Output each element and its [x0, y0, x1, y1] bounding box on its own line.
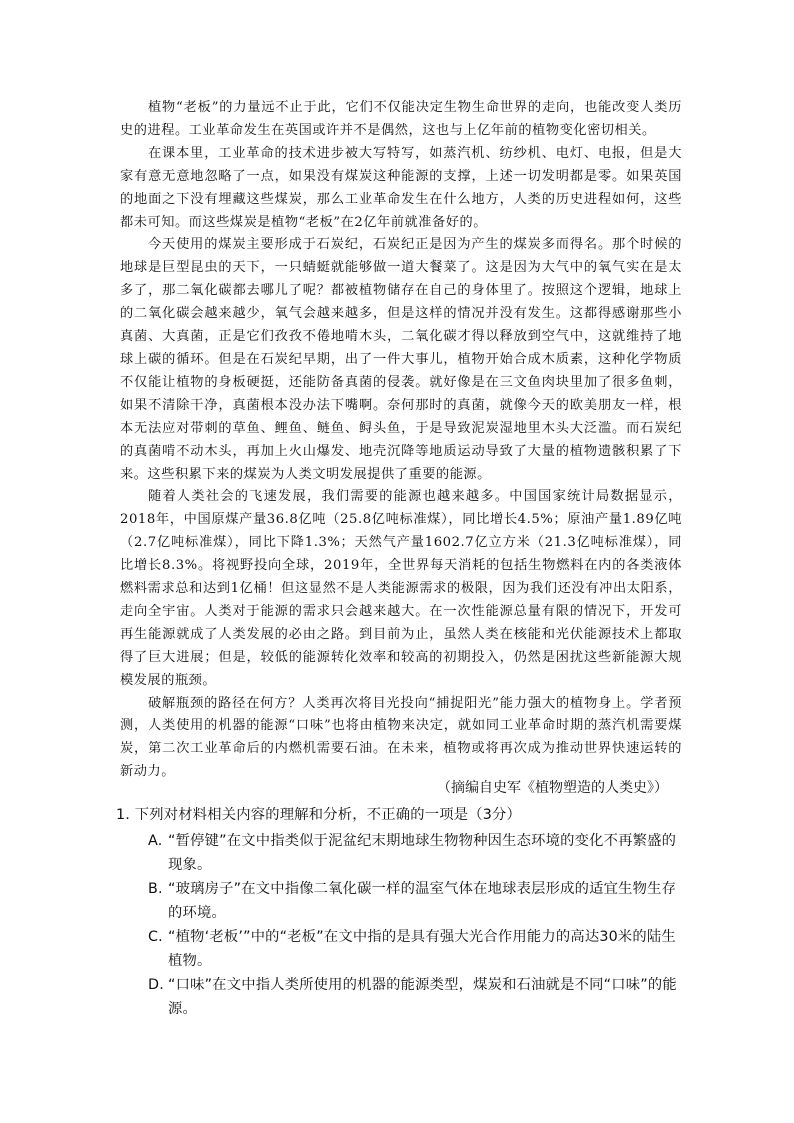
option-text: “玻璃房子”在文中指像二氧化碳一样的温室气体在地球表层形成的适宜生物生存的环境。 [168, 881, 677, 921]
option-b [148, 877, 686, 925]
option-text: “口味”在文中指人类所使用的机器的能源类型，煤炭和石油就是不同“口味”的能源。 [168, 977, 677, 1017]
question-1 [116, 803, 686, 1021]
option-letter: B. [148, 881, 163, 897]
option-d [148, 973, 686, 1021]
passage-paragraph: 今天使用的煤炭主要形成于石炭纪，石炭纪正是因为产生的煤炭多而得名。那个时候的地球是巨型昆虫的天下，一只蜻蜓就能够做一道大餐菜了。这是因为大气中的氧气实在是太多了，那二氧化碳都去哪儿了呢？都被植物储存在自己的身体里了。按照这个逻辑，地球上的二氧化碳会越来越少，氧气会越来越多，但是这样的情况并没有发生。这都得感谢那些小真菌、大真菌，正是它们孜孜不倦地啃木头，二氧化碳才得以释放到空气中，这就维持了地球上碳的循环。但是在石炭纪早期，出了一件大事儿，植物开始合成木质素，这种化学物质不仅能让植物的身板硬挺，还能防备真菌的侵袭。就好像是在三文鱼肉块里加了很多鱼刺，如果不清除干净，真菌根本没办法下嘴啊。奈何那时的真菌，就像今天的欧美朋友一样，根本无法应对带刺的草鱼、鲤鱼、鲢鱼、鲟头鱼，于是导致泥炭湿地里木头大泛滥。而石炭纪的真菌啃不动木头，再加上火山爆发、地壳沉降等地质运动导致了大量的植物遗骸积累了下来。这些积累下来的煤炭为人类文明发展提供了重要的能源。 [120, 237, 682, 482]
passage-paragraph: 植物“老板”的力量远不止于此，它们不仅能决定生物生命世界的走向，也能改变人类历史的进程。工业革命发生在英国或许并不是偶然，这也与上亿年前的植物变化密切相关。 [120, 100, 682, 138]
option-letter: A. [148, 833, 163, 849]
option-letter: D. [148, 977, 164, 993]
option-a [148, 829, 686, 877]
passage-paragraph: 在课本里，工业革命的技术进步被大写特写，如蒸汽机、纺纱机、电灯、电报，但是大家有意无意地忽略了一点，如果没有煤炭这种能源的支撑，上述一切发明都是零。如果英国的地面之下没有埋藏这些煤炭，那么工业革命发生在什么地方，人类的历史进程如何，这些都未可知。而这些煤炭是植物“老板”在2亿年前就准备好的。 [120, 145, 682, 230]
option-letter: C. [148, 929, 163, 945]
option-text: “暂停键”在文中指类似于泥盆纪末期地球生物物种因生态环境的变化不再繁盛的现象。 [168, 833, 677, 873]
passage-paragraph: 破解瓶颈的路径在何方？人类再次将目光投向“捕捉阳光”能力强大的植物身上。学者预测，人类使用的机器的能源“口味”也将由植物来决定，就如同工业革命时期的蒸汽机需要煤炭，第二次工业革命后的内燃机需要石油。在未来，植物或将再次成为推动世界快速运转的新动力。 [120, 695, 682, 780]
passage-paragraph: 随着人类社会的飞速发展，我们需要的能源也越来越多。中国国家统计局数据显示，2018年，中国原煤产量36.8亿吨（25.8亿吨标准煤），同比增长4.5%；原油产量1.89亿吨（2.7亿吨标准煤），同比下降1.3%；天然气产量1602.7亿立方米（21.3亿吨标准煤），同比增长8.3%。将视野投向全球，2019年，全世界每天消耗的包括生物燃料在内的各类液体燃料需求总和达到1亿桶！但这显然不是人类能源需求的极限，因为我们还没有冲出太阳系，走向全宇宙。人类对于能源的需求只会越来越大。在一次性能源总量有限的情况下，开发可再生能源就成了人类发展的必由之路。到目前为止，虽然人类在核能和光伏能源技术上都取得了巨大进展；但是，较低的能源转化效率和较高的初期投入，仍然是困扰这些新能源大规模发展的瓶颈。 [120, 489, 682, 688]
question-stem: 1. 下列对材料相关内容的理解和分析，不正确的一项是（3分） [116, 807, 521, 823]
option-text: “植物‘老板’”中的“老板”在文中指的是具有强大光合作用能力的高达30米的陆生植物。 [168, 929, 676, 969]
option-c [148, 925, 686, 973]
reading-passage [120, 97, 682, 784]
passage-source: （摘编自史军《植物塑造的人类史》） [437, 780, 668, 796]
